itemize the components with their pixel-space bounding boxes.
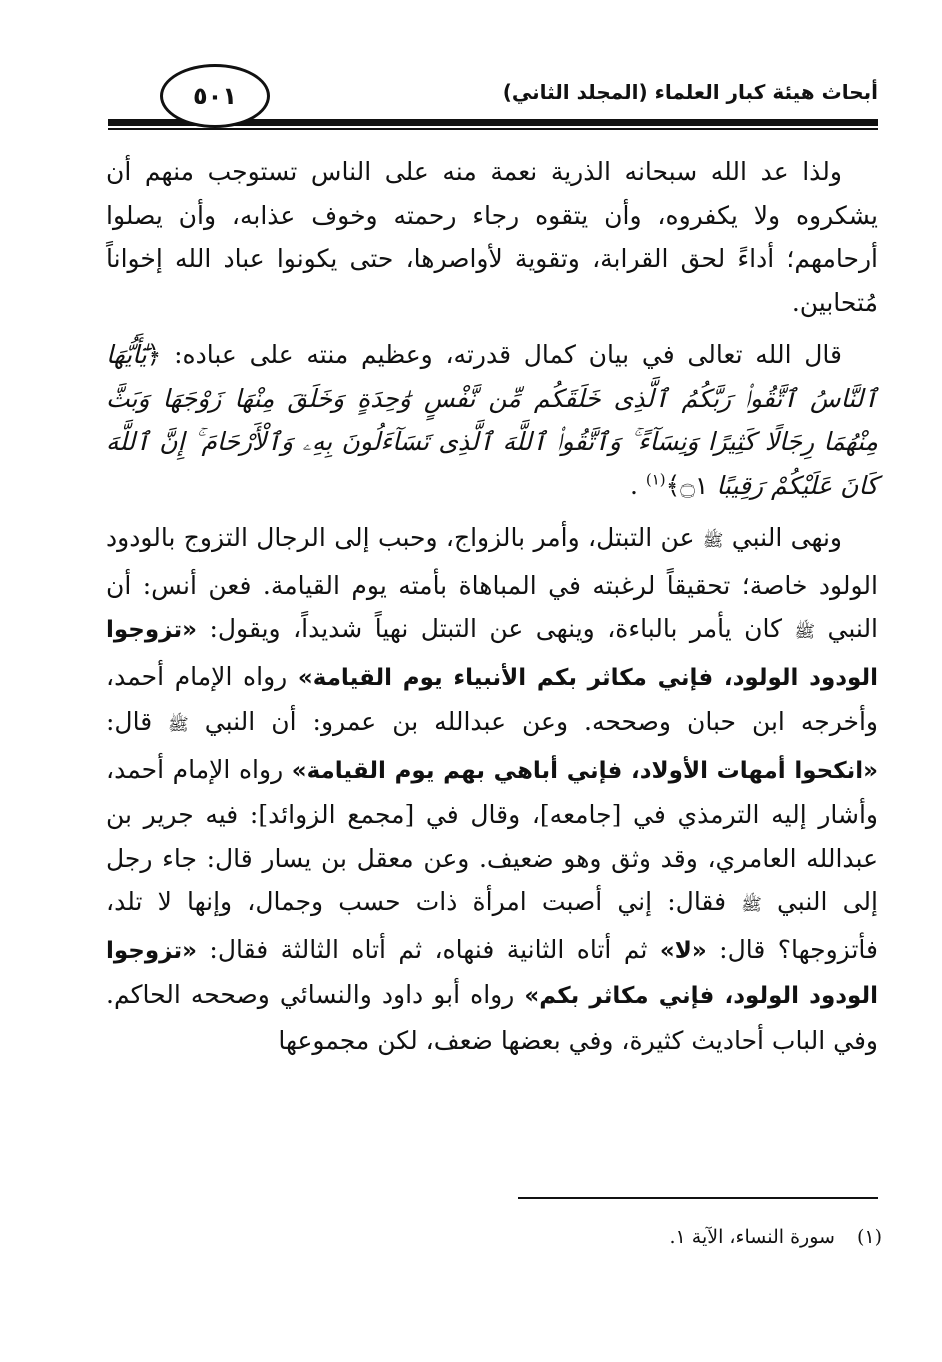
text-run: رواه الإمام أحمد، وأخرجه ابن حبان وصححه. وعن عبدالله بن عمرو: أن النبي bbox=[106, 661, 879, 736]
text-run: ونهى النبي bbox=[731, 523, 843, 552]
verse-intro: قال الله تعالى في بيان كمال قدرته، وعظيم منته على عباده: bbox=[174, 340, 842, 369]
verse-close-bracket: ﴾ bbox=[665, 470, 681, 500]
hadith-quote-1: «تزوجوا الودود الولود، فإني مكاثر بكم الأنبياء يوم القيامة» bbox=[106, 617, 878, 691]
hadith-quote-4: «تزوجوا الودود الولود، فإني مكاثر بكم» bbox=[106, 937, 878, 1009]
verse-end-dot: . bbox=[629, 470, 638, 500]
running-title: أبحاث هيئة كبار العلماء (المجلد الثاني) bbox=[502, 80, 878, 104]
page-number: ٥٠١ bbox=[193, 82, 237, 110]
footnote-1 bbox=[669, 1226, 882, 1248]
quran-verse: يَٰٓأَيُّهَا ٱلنَّاسُ ٱتَّقُوا۟ رَبَّكُمُ ٱلَّذِى خَلَقَكُم مِّن نَّفْسٍ وَٰحِدَةٍ وَخَلَقَ مِنْهَا زَوْجَهَا وَبَثَّ مِنْهُمَا رِجَالًا كَثِيرًا وَنِسَآءً ۚ وَٱتَّقُوا۟ ٱللَّهَ ٱلَّذِى تَسَآءَلُونَ بِهِۦ وَٱلْأَرْحَامَ ۚ إِنَّ ٱللَّهَ كَانَ عَلَيْكُمْ رَقِيبًا bbox=[106, 340, 878, 500]
page-header bbox=[108, 64, 878, 134]
header-rule-thin bbox=[108, 128, 878, 130]
paragraph-2 bbox=[106, 333, 878, 507]
text-run: فقال: إني أصبت امرأة ذات حسب وجمال، وإنها لا تلد، فأتزوجها؟ قال: bbox=[106, 887, 878, 964]
pbuh-ligature: ﷺ bbox=[794, 622, 816, 642]
ayah-number-marker: ۝١ bbox=[680, 470, 709, 500]
paragraph-1: ولذا عد الله سبحانه الذرية نعمة منه على الناس تستوجب منهم أن يشكروه ولا يكفروه، وأن يتقوه رجاء رحمته وخوف عذابه، وأن يصلوا أرحامهم؛ أداءً لحق القرابة، وتقوية لأواصرها، حتى يكونوا عباد الله إخواناً مُتحابين. bbox=[106, 157, 878, 317]
text-run: كان يأمر بالباءة، وينهى عن التبتل نهياً شديداً، ويقول: bbox=[209, 614, 783, 643]
text-run: قال: bbox=[106, 707, 153, 736]
pbuh-ligature: ﷺ bbox=[702, 531, 724, 551]
page-number-oval bbox=[160, 64, 270, 128]
main-text bbox=[106, 150, 878, 1062]
paragraph-3 bbox=[106, 516, 878, 1062]
verse-open-bracket: ﴿ bbox=[146, 340, 162, 369]
text-run: ثم أتاه الثانية فنهاه، ثم أتاه الثالثة فقال: bbox=[209, 934, 648, 964]
text-run: رواه الإمام أحمد، وأشار إليه الترمذي في [جامعه]، وقال في [مجمع الزوائد]: فيه جرير بن عبدالله العامري، وقد وثق وهو ضعيف. وعن معقل بن يسار قال: جاء رجل إلى النبي bbox=[106, 754, 878, 916]
footnote-ref-1: (١) bbox=[645, 470, 666, 489]
footnote-separator bbox=[518, 1197, 878, 1199]
hadith-quote-2: «انكحوا أمهات الأولاد، فإني أباهي بهم يوم القيامة» bbox=[291, 757, 878, 784]
text-run: رواه أبو داود والنسائي وصححه الحاكم. وفي الباب أحاديث كثيرة، وفي بعضها ضعف، لكن مجموعها bbox=[106, 980, 878, 1055]
footnote-number: (١) bbox=[856, 1226, 882, 1248]
footnote-text: سورة النساء، الآية ١. bbox=[669, 1226, 835, 1248]
text-run: عن التبتل، وأمر بالزواج، وحبب إلى الرجال التزوج بالودود الولود خاصة؛ تحقيقاً لرغبته في المباهاة بأمته يوم القيامة. فعن أنس: أن النبي bbox=[106, 523, 879, 643]
pbuh-ligature: ﷺ bbox=[741, 895, 762, 915]
hadith-quote-3: «لا» bbox=[659, 937, 707, 964]
pbuh-ligature: ﷺ bbox=[168, 715, 189, 735]
